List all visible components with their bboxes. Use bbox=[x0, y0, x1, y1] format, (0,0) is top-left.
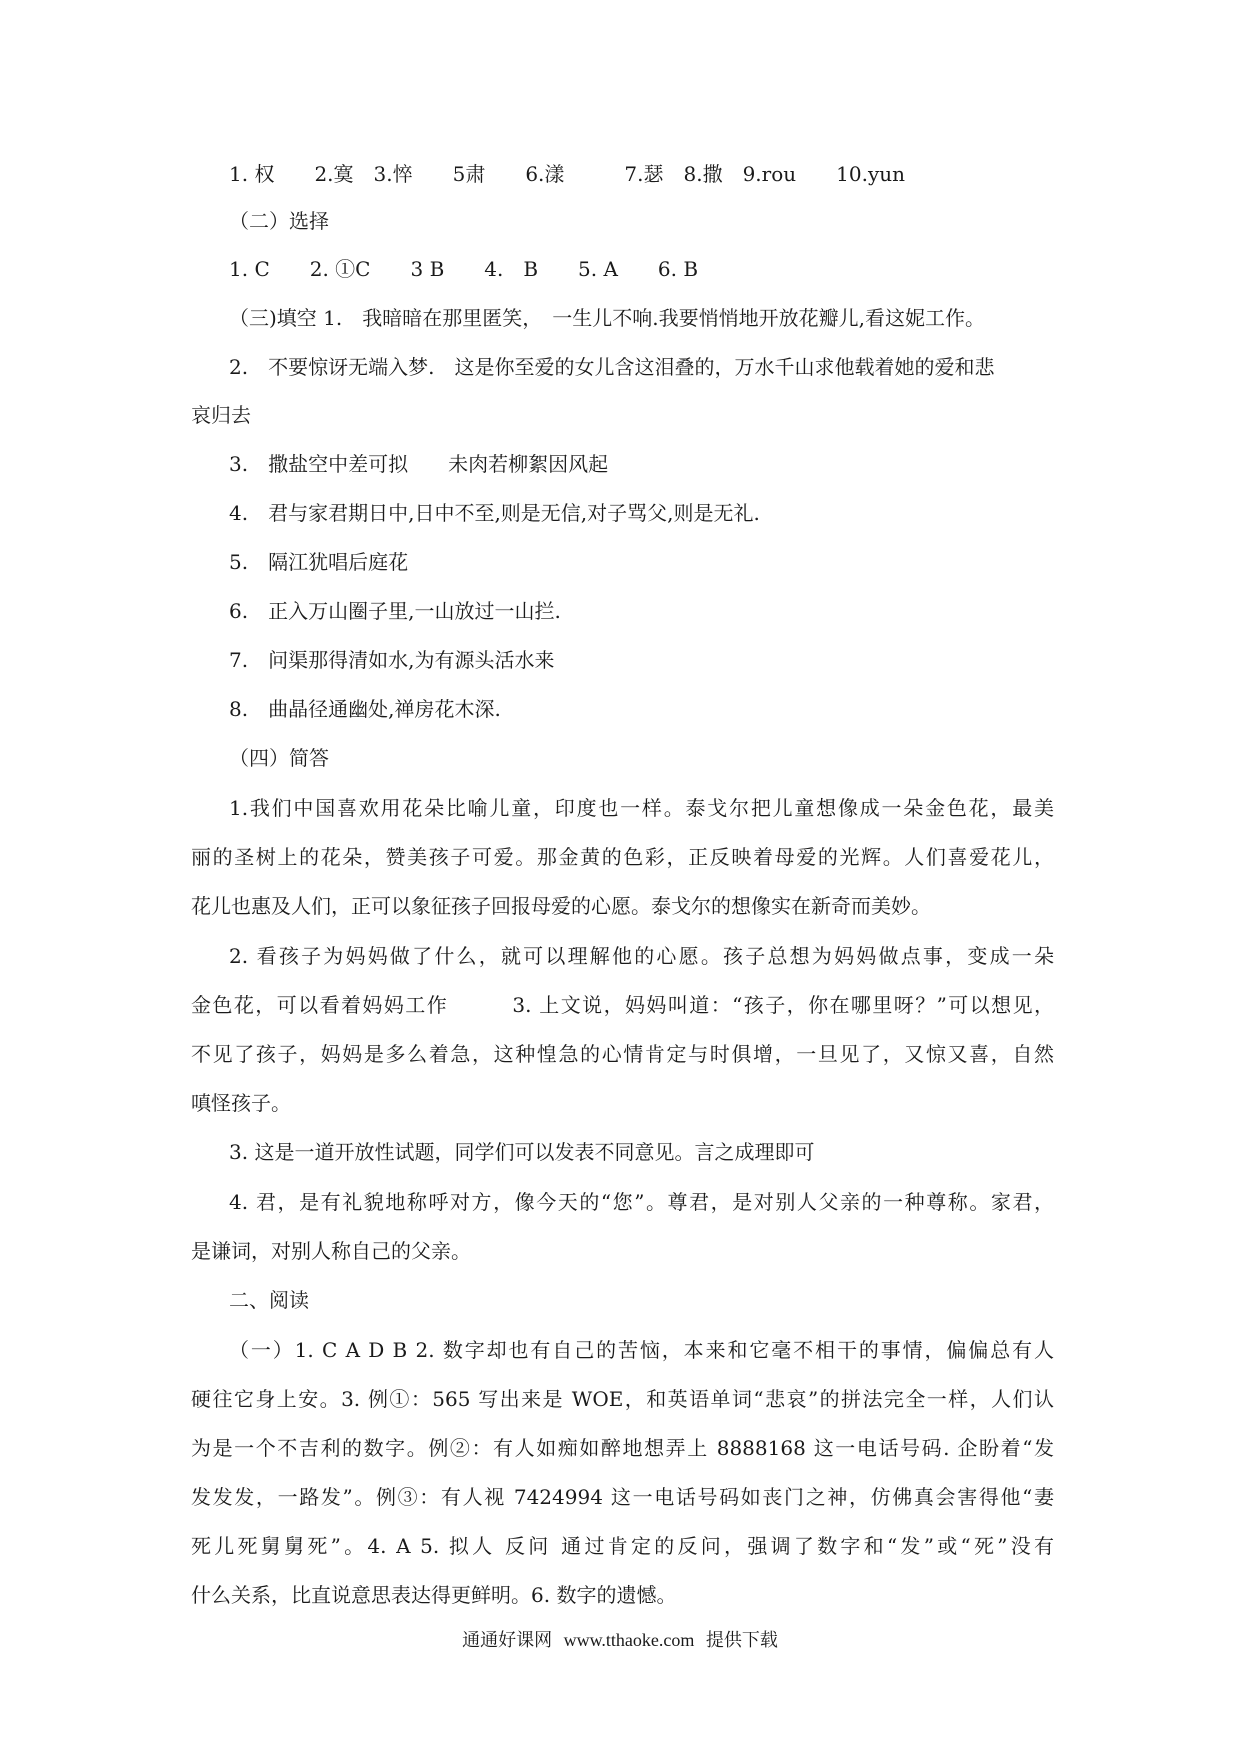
choice-answers: 1. C 2. ①C 3 B 4. B 5. A 6. B bbox=[229, 257, 699, 281]
footer-site-name: 通通好课网 bbox=[462, 1630, 553, 1651]
short-answer-2-line4: 嗔怪孩子。 bbox=[191, 1091, 291, 1115]
reading-answer-line2: 硬往它身上安。3. 例①：565 写出来是 WOE，和英语单词“悲哀”的拼法完全一样，人们认 bbox=[191, 1387, 1054, 1411]
short-answer-2-line3: 不见了孩子，妈妈是多么着急，这种惶急的心情肯定与时俱增，一旦见了，又惊又喜，自然 bbox=[191, 1042, 1054, 1066]
short-answer-1-line3: 花儿也惠及人们，正可以象征孩子回报母爱的心愿。泰戈尔的想像实在新奇而美妙。 bbox=[191, 894, 931, 918]
reading-answer-line5: 死儿死舅舅死”。4. A 5. 拟人 反问 通过肯定的反问，强调了数字和“发”或“死”没有 bbox=[191, 1534, 1054, 1558]
reading-answer-line6: 什么关系，比直说意思表达得更鲜明。6. 数字的遗憾。 bbox=[191, 1583, 677, 1607]
reading-answer-line3: 为是一个不吉利的数字。例②：有人如痴如醉地想弄上 8888168 这一电话号码. 企盼着“发 bbox=[191, 1436, 1054, 1460]
fill-answer-7: 7. 问渠那得清如水,为有源头活水来 bbox=[229, 648, 555, 672]
fill-answer-5: 5. 隔江犹唱后庭花 bbox=[229, 550, 409, 574]
fill-answer-8: 8. 曲晶径通幽处,禅房花木深. bbox=[229, 697, 501, 721]
choice-heading: （二）选择 bbox=[229, 209, 329, 233]
spelling-answers: 1. 权 2.寞 3.悴 5肃 6.漾 7.瑟 8.撒 9.rou 10.yun bbox=[229, 162, 906, 186]
reading-heading: 二、阅读 bbox=[229, 1288, 309, 1312]
short-answer-2-line1: 2. 看孩子为妈妈做了什么，就可以理解他的心愿。孩子总想为妈妈做点事，变成一朵 bbox=[229, 944, 1054, 968]
footer-download-text: 提供下载 bbox=[705, 1630, 778, 1651]
short-answer-4-line2: 是谦词，对别人称自己的父亲。 bbox=[191, 1239, 471, 1263]
reading-answer-line1: （一）1. C A D B 2. 数字却也有自己的苦恼，本来和它毫不相干的事情，偏偏总有人 bbox=[229, 1338, 1054, 1362]
short-answer-1-line1: 1.我们中国喜欢用花朵比喻儿童，印度也一样。泰戈尔把儿童想像成一朵金色花，最美 bbox=[229, 796, 1054, 820]
page-footer bbox=[0, 1627, 1240, 1654]
short-answer-3: 3. 这是一道开放性试题，同学们可以发表不同意见。言之成理即可 bbox=[229, 1140, 815, 1164]
fill-answer-2-line1: 2. 不要惊讶无端入梦. 这是你至爱的女儿含这泪叠的，万水千山求他载着她的爱和悲 bbox=[229, 355, 995, 379]
fill-answer-4: 4. 君与家君期日中,日中不至,则是无信,对子骂父,则是无礼. bbox=[229, 501, 760, 525]
reading-answer-line4: 发发发，一路发”。例③：有人视 7424994 这一电话号码如丧门之神，仿佛真会害得他“妻 bbox=[191, 1485, 1054, 1509]
short-answer-1-line2: 丽的圣树上的花朵，赞美孩子可爱。那金黄的色彩，正反映着母爱的光辉。人们喜爱花儿， bbox=[191, 845, 1054, 869]
footer-url: www.tthaoke.com bbox=[563, 1630, 695, 1650]
fill-answer-2-line2: 哀归去 bbox=[191, 403, 251, 427]
fill-answer-6: 6. 正入万山圈子里,一山放过一山拦. bbox=[229, 599, 561, 623]
fill-answer-3: 3. 撒盐空中差可拟 未肉若柳絮因风起 bbox=[229, 452, 609, 476]
short-answer-4-line1: 4. 君，是有礼貌地称呼对方，像今天的“您”。尊君，是对别人父亲的一种尊称。家君， bbox=[229, 1190, 1054, 1214]
short-answer-heading: （四）简答 bbox=[229, 746, 329, 770]
short-answer-2-line2: 金色花，可以看着妈妈工作 3. 上文说，妈妈叫道：“孩子，你在哪里呀？”可以想见， bbox=[191, 993, 1054, 1017]
fill-answer-1: （三)填空 1. 我暗暗在那里匿笑， 一生儿不响.我要悄悄地开放花瓣儿,看这妮工作。 bbox=[229, 306, 985, 330]
